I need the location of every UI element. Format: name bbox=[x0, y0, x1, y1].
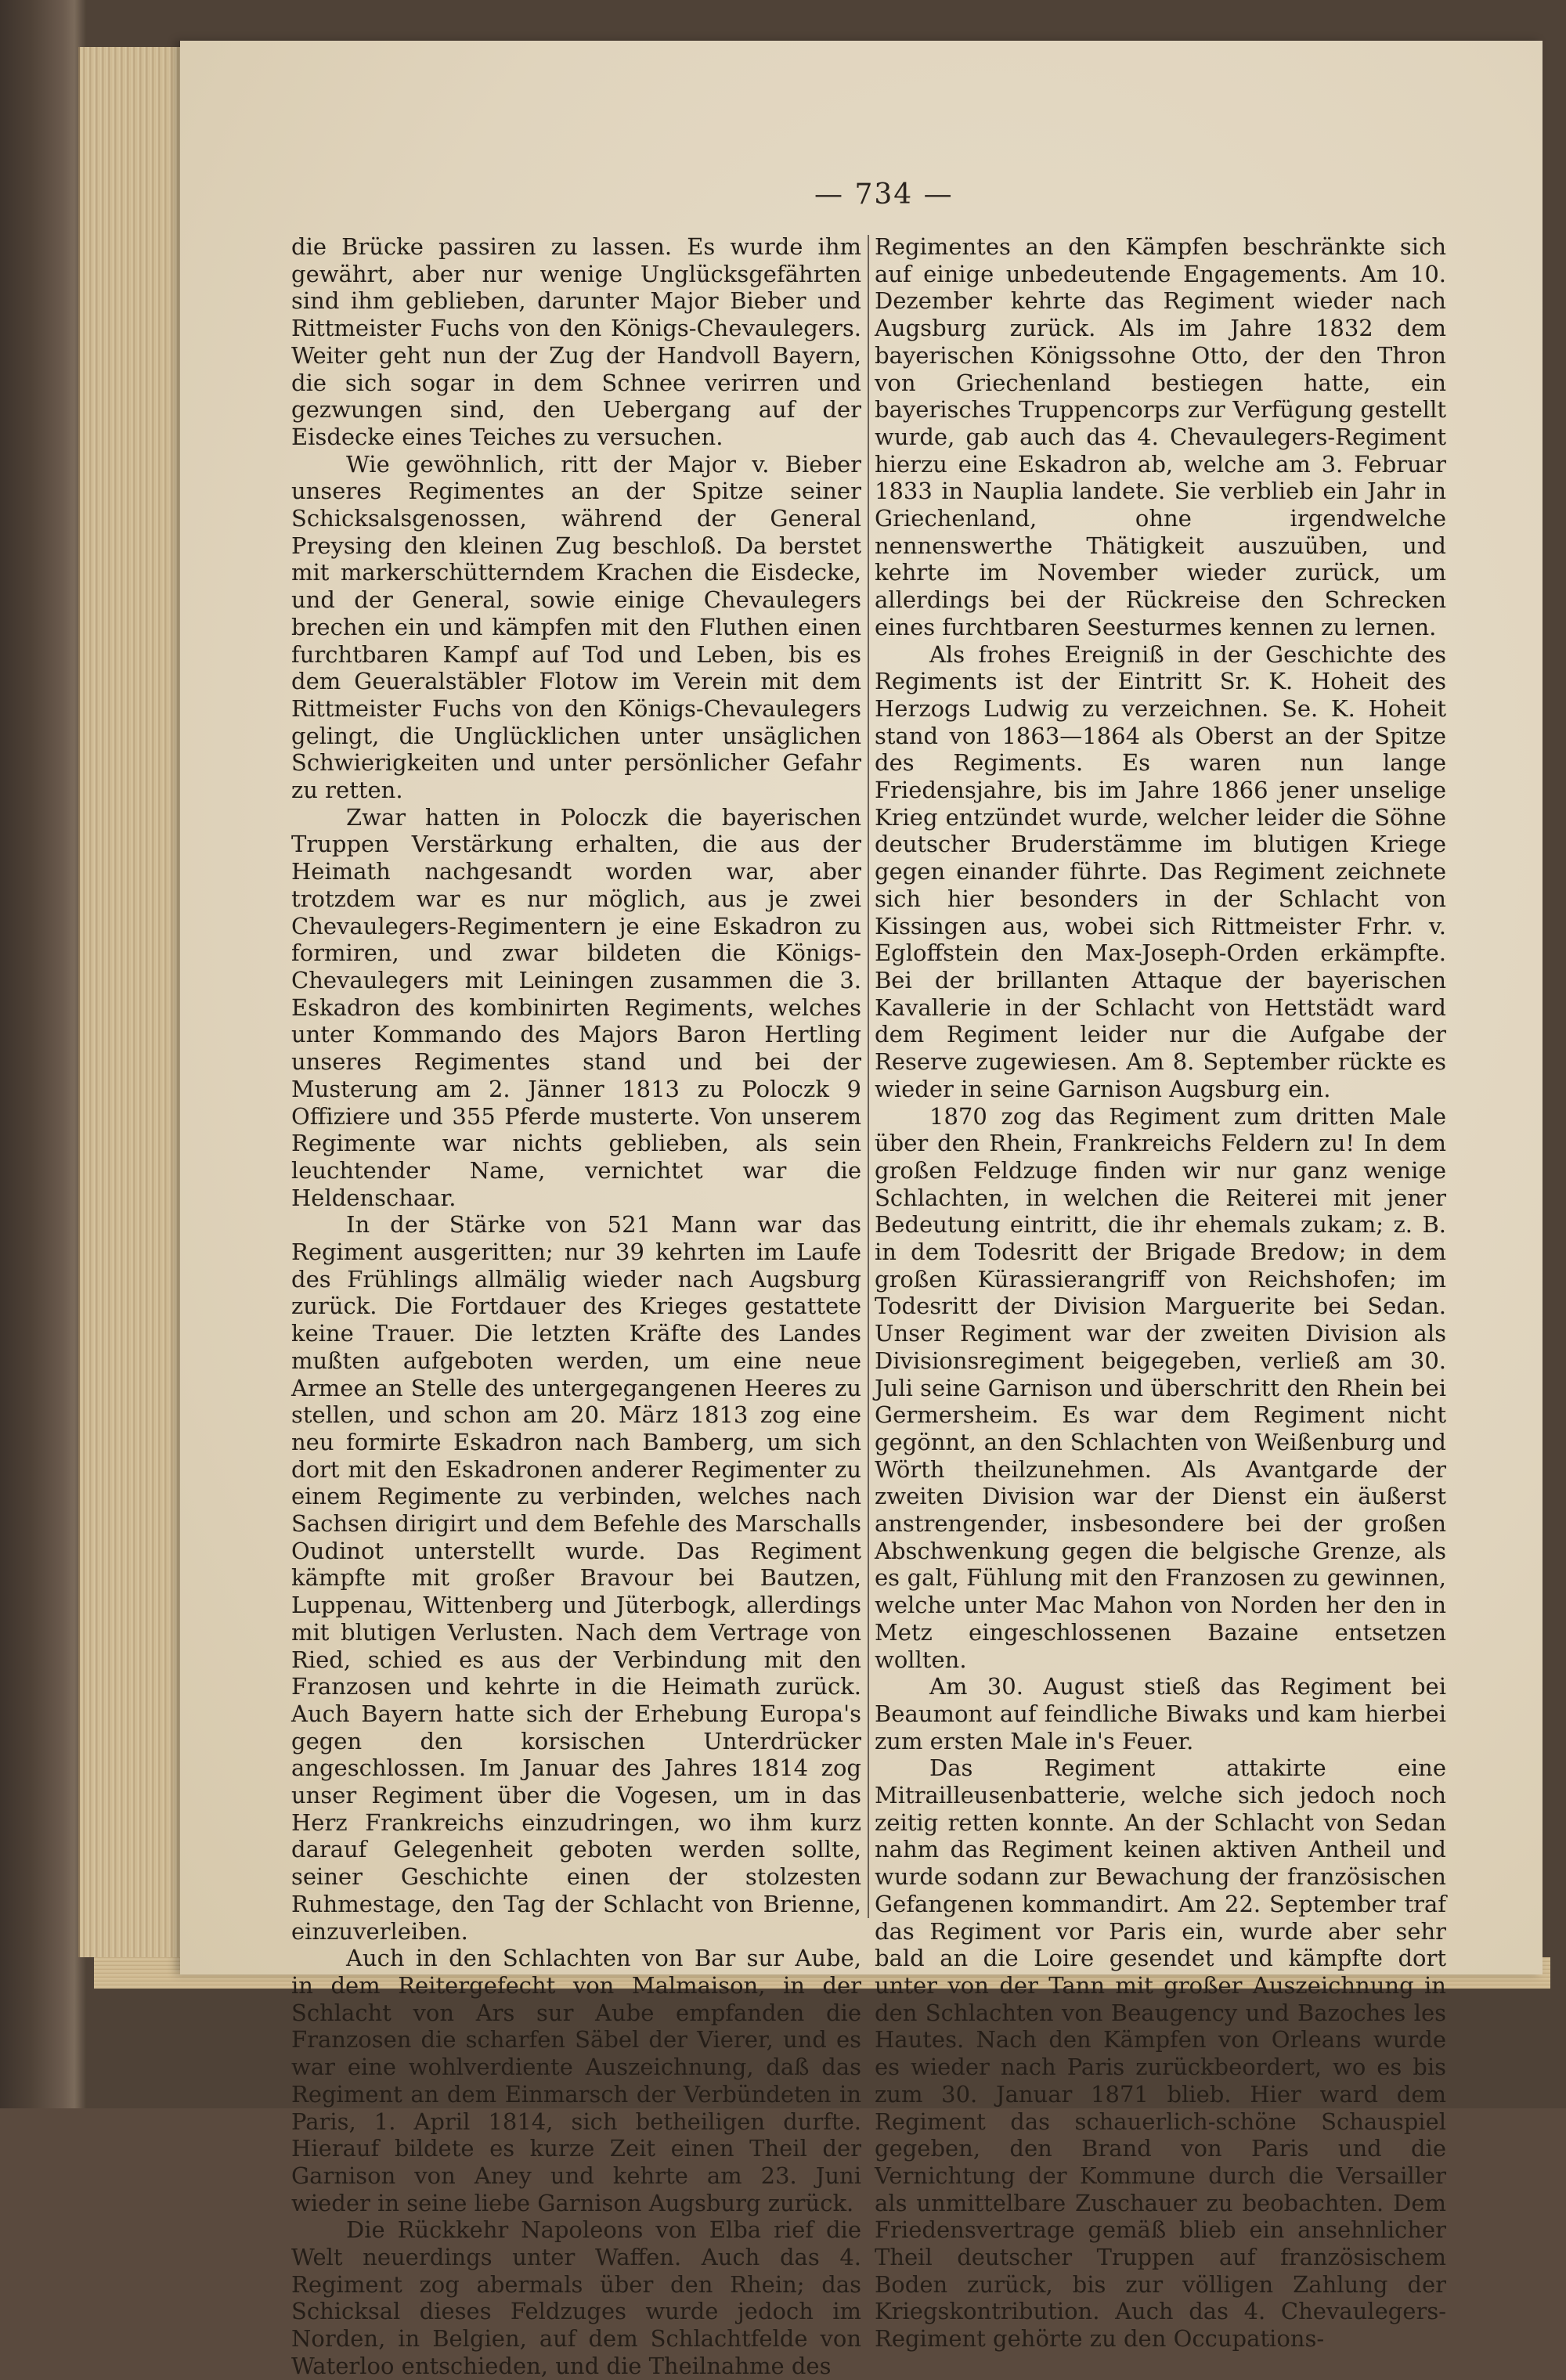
right-column bbox=[875, 233, 1446, 2353]
paragraph: Die Rückkehr Napoleons von Elba rief die Welt neuerdings unter Waffen. Auch das 4. Regiment zog abermals über den Rhein; das Schicksal dieses Feldzuges wurde jedoch im Norden, in Belgien, auf dem Schlachtfelde von Waterloo entschieden, und die Theilnahme des bbox=[291, 2216, 861, 2379]
paragraph: Zwar hatten in Poloczk die bayerischen Truppen Verstärkung erhalten, die aus der Heimath nachgesandt worden war, aber trotzdem war es nur möglich, aus je zwei Chevaulegers-Regimentern je eine Eskadron zu formiren, und zwar bildeten die Königs-Chevaulegers mit Leiningen zusammen die 3. Eskadron des kombinirten Regiments, welches unter Kommando des Majors Baron Hertling unseres Regimentes stand und bei der Musterung am 2. Jänner 1813 zu Poloczk 9 Offiziere und 355 Pferde musterte. Von unserem Regimente war nichts geblieben, als sein leuchtender Name, vernichtet war die Heldenschaar. bbox=[291, 803, 861, 1211]
paragraph: Das Regiment attakirte eine Mitrailleusenbatterie, welche sich jedoch noch zeitig retten konnte. An der Schlacht von Sedan nahm das Regiment keinen aktiven Antheil und wurde sodann zur Bewachung der französischen Gefangenen kommandirt. Am 22. September traf das Regiment vor Paris ein, wurde aber sehr bald an die Loire gesendet und kämpfte dort unter von der Tann mit großer Auszeichnung in den Schlachten von Beaugency und Bazoches les Hautes. Nach den Kämpfen von Orleans wurde es wieder nach Paris zurückbeordert, wo es bis zum 30. Januar 1871 blieb. Hier ward dem Regiment das schauerlich-schöne Schauspiel gegeben, den Brand von Paris und die Vernichtung der Kommune durch die Versailler als unmittelbare Zuschauer zu beobachten. Dem Friedensvertrage gemäß blieb ein ansehnlicher Theil deutscher Truppen auf französischem Boden zurück, bis zur völligen Zahlung der Kriegskontribution. Auch das 4. Chevaulegers-Regiment gehörte zu den Occupations- bbox=[875, 1754, 1446, 2353]
paragraph: Am 30. August stieß das Regiment bei Beaumont auf feindliche Biwaks und kam hierbei zum ersten Male in's Feuer. bbox=[875, 1673, 1446, 1754]
paragraph: 1870 zog das Regiment zum dritten Male über den Rhein, Frankreichs Feldern zu! In dem großen Feldzuge finden wir nur ganz wenige Schlachten, in welchen die Reiterei mit jener Bedeutung eintritt, die ihr ehemals zukam; z. B. in dem Todesritt der Brigade Bredow; in dem großen Kürassierangriff von Reichshofen; im Todesritt der Division Marguerite bei Sedan. Unser Regiment war der zweiten Division als Divisionsregiment beigegeben, verließ am 30. Juli seine Garnison und überschritt den Rhein bei Germersheim. Es war dem Regiment nicht gegönnt, an den Schlachten von Weißenburg und Wörth theilzunehmen. Als Avantgarde der zweiten Division war der Dienst ein äußerst anstrengender, insbesondere bei der großen Abschwenkung gegen die belgische Grenze, als es galt, Fühlung mit den Franzosen zu gewinnen, welche unter Mac Mahon von Norden her den in Metz eingeschlossenen Bazaine entsetzen wollten. bbox=[875, 1102, 1446, 1673]
paragraph: In der Stärke von 521 Mann war das Regiment ausgeritten; nur 39 kehrten im Laufe des Frühlings allmälig wieder nach Augsburg zurück. Die Fortdauer des Krieges gestattete keine Trauer. Die letzten Kräfte des Landes mußten aufgeboten werden, um eine neue Armee an Stelle des untergegangenen Heeres zu stellen, und schon am 20. März 1813 zog eine neu formirte Eskadron nach Bamberg, um sich dort mit den Eskadronen anderer Regimenter zu einem Regimente zu verbinden, welches nach Sachsen dirigirt und dem Befehle des Marschalls Oudinot unterstellt wurde. Das Regiment kämpfte mit großer Bravour bei Bautzen, Luppenau, Wittenberg und Jüterbogk, allerdings mit blutigen Verlusten. Nach dem Vertrage von Ried, schied es aus der Verbindung mit den Franzosen und kehrte in die Heimath zurück. Auch Bayern hatte sich der Erhebung Europa's gegen den korsischen Unterdrücker angeschlossen. Im Januar des Jahres 1814 zog unser Regiment über die Vogesen, um in das Herz Frankreichs einzudringen, wo ihm kurz darauf Gelegenheit geboten werden sollte, seiner Geschichte einen der stolzesten Ruhmestage, den Tag der Schlacht von Brienne, einzuverleiben. bbox=[291, 1211, 861, 1945]
column-divider bbox=[868, 235, 869, 1918]
paragraph: Wie gewöhnlich, ritt der Major v. Bieber unseres Regimentes an der Spitze seiner Schicksalsgenossen, während der General Preysing den kleinen Zug beschloß. Da berstet mit markerschütterndem Krachen die Eisdecke, und der General, sowie einige Chevaulegers brechen ein und kämpfen mit den Fluthen einen furchtbaren Kampf auf Tod und Leben, bis es dem Geueralstäbler Flotow im Verein mit dem Rittmeister Fuchs von den Königs-Chevaulegers gelingt, die Unglücklichen unter unsäglichen Schwierigkeiten und unter persönlicher Gefahr zu retten. bbox=[291, 450, 861, 804]
left-column bbox=[291, 233, 861, 2380]
paragraph: Als frohes Ereigniß in der Geschichte des Regiments ist der Eintritt Sr. K. Hoheit des Herzogs Ludwig zu verzeichnen. Se. K. Hoheit stand von 1863—1864 als Oberst an der Spitze des Regiments. Es waren nun lange Friedensjahre, bis im Jahre 1866 jener unselige Krieg entzündet wurde, welcher leider die Söhne deutscher Bruderstämme im blutigen Kriege gegen einander führte. Das Regiment zeichnete sich hier besonders in der Schlacht von Kissingen aus, wobei sich Rittmeister Frhr. v. Egloffstein den Max-Joseph-Orden erkämpfte. Bei der brillanten Attaque der bayerischen Kavallerie in der Schlacht von Hettstädt ward dem Regiment leider nur die Aufgabe der Reserve zugewiesen. Am 8. September rückte es wieder in seine Garnison Augsburg ein. bbox=[875, 640, 1446, 1102]
paragraph: Regimentes an den Kämpfen beschränkte sich auf einige unbedeutende Engagements. Am 10. Dezember kehrte das Regiment wieder nach Augsburg zurück. Als im Jahre 1832 dem bayerischen Königssohne Otto, der den Thron von Griechenland bestiegen hatte, ein bayerisches Truppencorps zur Verfügung gestellt wurde, gab auch das 4. Chevaulegers-Regiment hierzu eine Eskadron ab, welche am 3. Februar 1833 in Nauplia landete. Sie verblieb ein Jahr in Griechenland, ohne irgendwelche nennenswerthe Thätigkeit auszuüben, und kehrte im November wieder zurück, um allerdings bei der Rückreise den Schrecken eines furchtbaren Seesturmes kennen zu lernen. bbox=[875, 233, 1446, 640]
page-number: — 734 — bbox=[814, 178, 954, 211]
paragraph: Auch in den Schlachten von Bar sur Aube, in dem Reitergefecht von Malmaison, in der Schlacht von Ars sur Aube empfanden die Franzosen die scharfen Säbel der Vierer, und es war eine wohlverdiente Auszeichnung, daß das Regiment an dem Einmarsch der Verbündeten in Paris, 1. April 1814, sich betheiligen durfte. Hierauf bildete es kurze Zeit einen Theil der Garnison von Aney und kehrte am 23. Juni wieder in seine liebe Garnison Augsburg zurück. bbox=[291, 1945, 861, 2216]
book-page-edges bbox=[78, 47, 189, 1957]
paragraph: die Brücke passiren zu lassen. Es wurde ihm gewährt, aber nur wenige Unglücksgefährten sind ihm geblieben, darunter Major Bieber und Rittmeister Fuchs von den Königs-Chevaulegers. Weiter geht nun der Zug der Handvoll Bayern, die sich sogar in dem Schnee verirren und gezwungen sind, den Uebergang auf der Eisdecke eines Teiches zu versuchen. bbox=[291, 233, 861, 450]
